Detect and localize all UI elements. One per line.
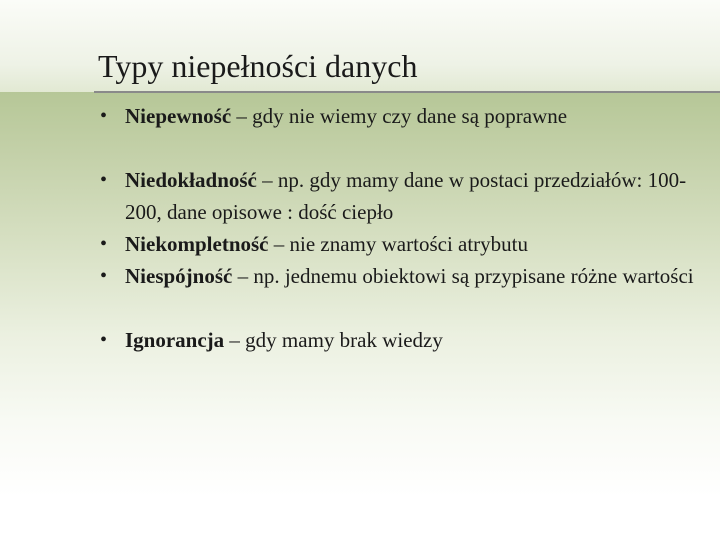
bullet-marker: • xyxy=(100,169,108,191)
bullet-item-niepewnosc xyxy=(100,100,700,164)
bullet-term: Niespójność xyxy=(125,264,233,288)
bullet-text: – np. jednemu obiektowi są przypisane różne wartości xyxy=(232,264,694,288)
bullet-item-niedokladnosc xyxy=(100,164,700,228)
bullet-item-ignorancja xyxy=(100,324,700,356)
bullet-marker: • xyxy=(100,105,108,127)
bullet-text: – gdy nie wiemy czy dane są poprawne xyxy=(231,104,568,128)
bullet-list xyxy=(100,100,700,356)
bullet-term: Niekompletność xyxy=(125,232,269,256)
bullet-marker: • xyxy=(100,329,108,351)
bullet-marker: • xyxy=(100,233,108,255)
bullet-item-niekompletnosc xyxy=(100,228,700,260)
bullet-marker: • xyxy=(100,265,108,287)
bullet-text: – gdy mamy brak wiedzy xyxy=(224,328,443,352)
bullet-term: Niepewność xyxy=(125,104,232,128)
slide-title: Typy niepełności danych xyxy=(98,48,418,84)
bullet-term: Ignorancja xyxy=(125,328,225,352)
bullet-item-niespojnosc xyxy=(100,260,700,324)
bullet-term: Niedokładność xyxy=(125,168,257,192)
bullet-text: – np. gdy mamy dane w postaci przedziałów: 100-200, dane opisowe : dość ciepło xyxy=(125,168,687,224)
bullet-text: – nie znamy wartości atrybutu xyxy=(268,232,529,256)
title-divider xyxy=(94,91,720,93)
